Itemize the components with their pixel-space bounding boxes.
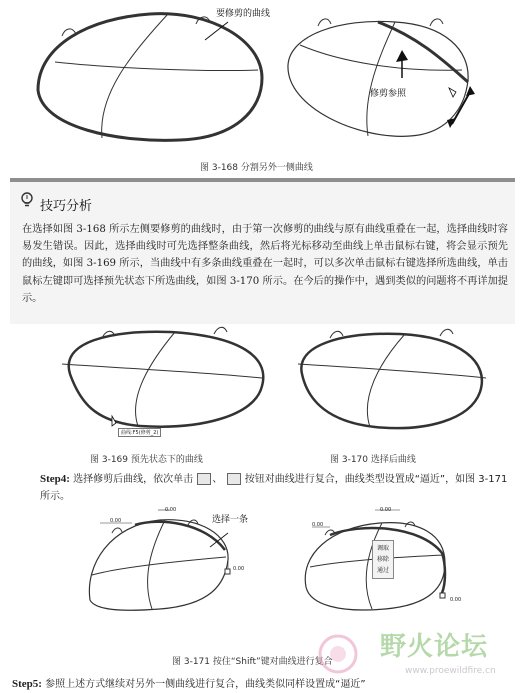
dim-label-3: 0.00 — [233, 566, 245, 572]
tip-body: 在选择如图 3-168 所示左侧要修剪的曲线时，由于第一次修剪的曲线与原有曲线重叠在一起，选择曲线时容易发生错误。因此，选择曲线时可先选择整条曲线，然后将光标移动至曲线上单击鼠标右键，将会显示预先的曲线，如图 3-169 所示，当曲线中有多条曲线重叠在一起时，可以多次单击鼠标右键选择所选曲线，单击鼠标左键即可选择预先状态下所选曲线，如图 3-170 所示。在今后的操作中，遇到类似的问题将不再详加提示。 — [22, 224, 508, 304]
dim-label-6: 0.00 — [450, 597, 462, 603]
dim-label-1: 0.00 — [110, 518, 122, 524]
menu-item-3[interactable]: 通过 — [377, 567, 390, 574]
watermark-title: 野火论坛 — [380, 632, 489, 662]
dim-label-2: 0.00 — [165, 507, 177, 513]
figure-3-171-drawing — [0, 505, 523, 630]
step4-label: Step4: — [40, 473, 70, 485]
copy-icon[interactable] — [197, 473, 211, 485]
curve-tooltip: 曲线:F5(修剪_2) — [118, 428, 161, 437]
annotation-trim-curve: 要修剪的曲线 — [216, 9, 271, 19]
figure-3-168-drawing — [0, 0, 523, 170]
annotation-trim-reference: 修剪参照 — [370, 89, 407, 99]
dim-label-4: 0.00 — [312, 522, 324, 528]
context-menu — [372, 540, 394, 579]
step4-text: 选择修剪后曲线，依次单击 — [73, 474, 194, 485]
step4-text-2: 按钮对曲线进行复合，曲线类型设置成“逼近”，如图 3-171 所示。 — [40, 474, 508, 502]
step5-paragraph — [12, 676, 512, 693]
annotation-select-one: 选择一条 — [212, 515, 249, 525]
caption-fig-3-169: 图 3-169 预先状态下的曲线 — [90, 455, 203, 465]
paste-icon[interactable] — [227, 473, 241, 485]
bulb-icon — [18, 191, 36, 209]
figure-3-169-170-drawing — [0, 322, 523, 452]
caption-fig-3-168: 图 3-168 分割另外一侧曲线 — [200, 163, 313, 173]
menu-item-2[interactable]: 移除 — [377, 556, 390, 563]
step4-paragraph: Step4: 选择修剪后曲线，依次单击 、 按钮对曲线进行复合，曲线类型设置成“逼近”，如图 3-171 所示。 — [40, 473, 508, 502]
step5-text: 参照上述方式继续对另外一侧曲线进行复合，曲线类似同样设置成“逼近” — [45, 679, 366, 690]
watermark-url: www.proewildfire.cn — [405, 666, 496, 676]
tip-title: 技巧分析 — [40, 199, 93, 214]
caption-fig-3-170: 图 3-170 选择后曲线 — [330, 455, 416, 465]
caption-fig-3-171: 图 3-171 按住“Shift”键对曲线进行复合 — [172, 657, 333, 667]
menu-item-1[interactable]: 调取 — [377, 545, 390, 552]
step5-label: Step5: — [12, 678, 42, 690]
dim-label-5: 0.00 — [380, 507, 392, 513]
